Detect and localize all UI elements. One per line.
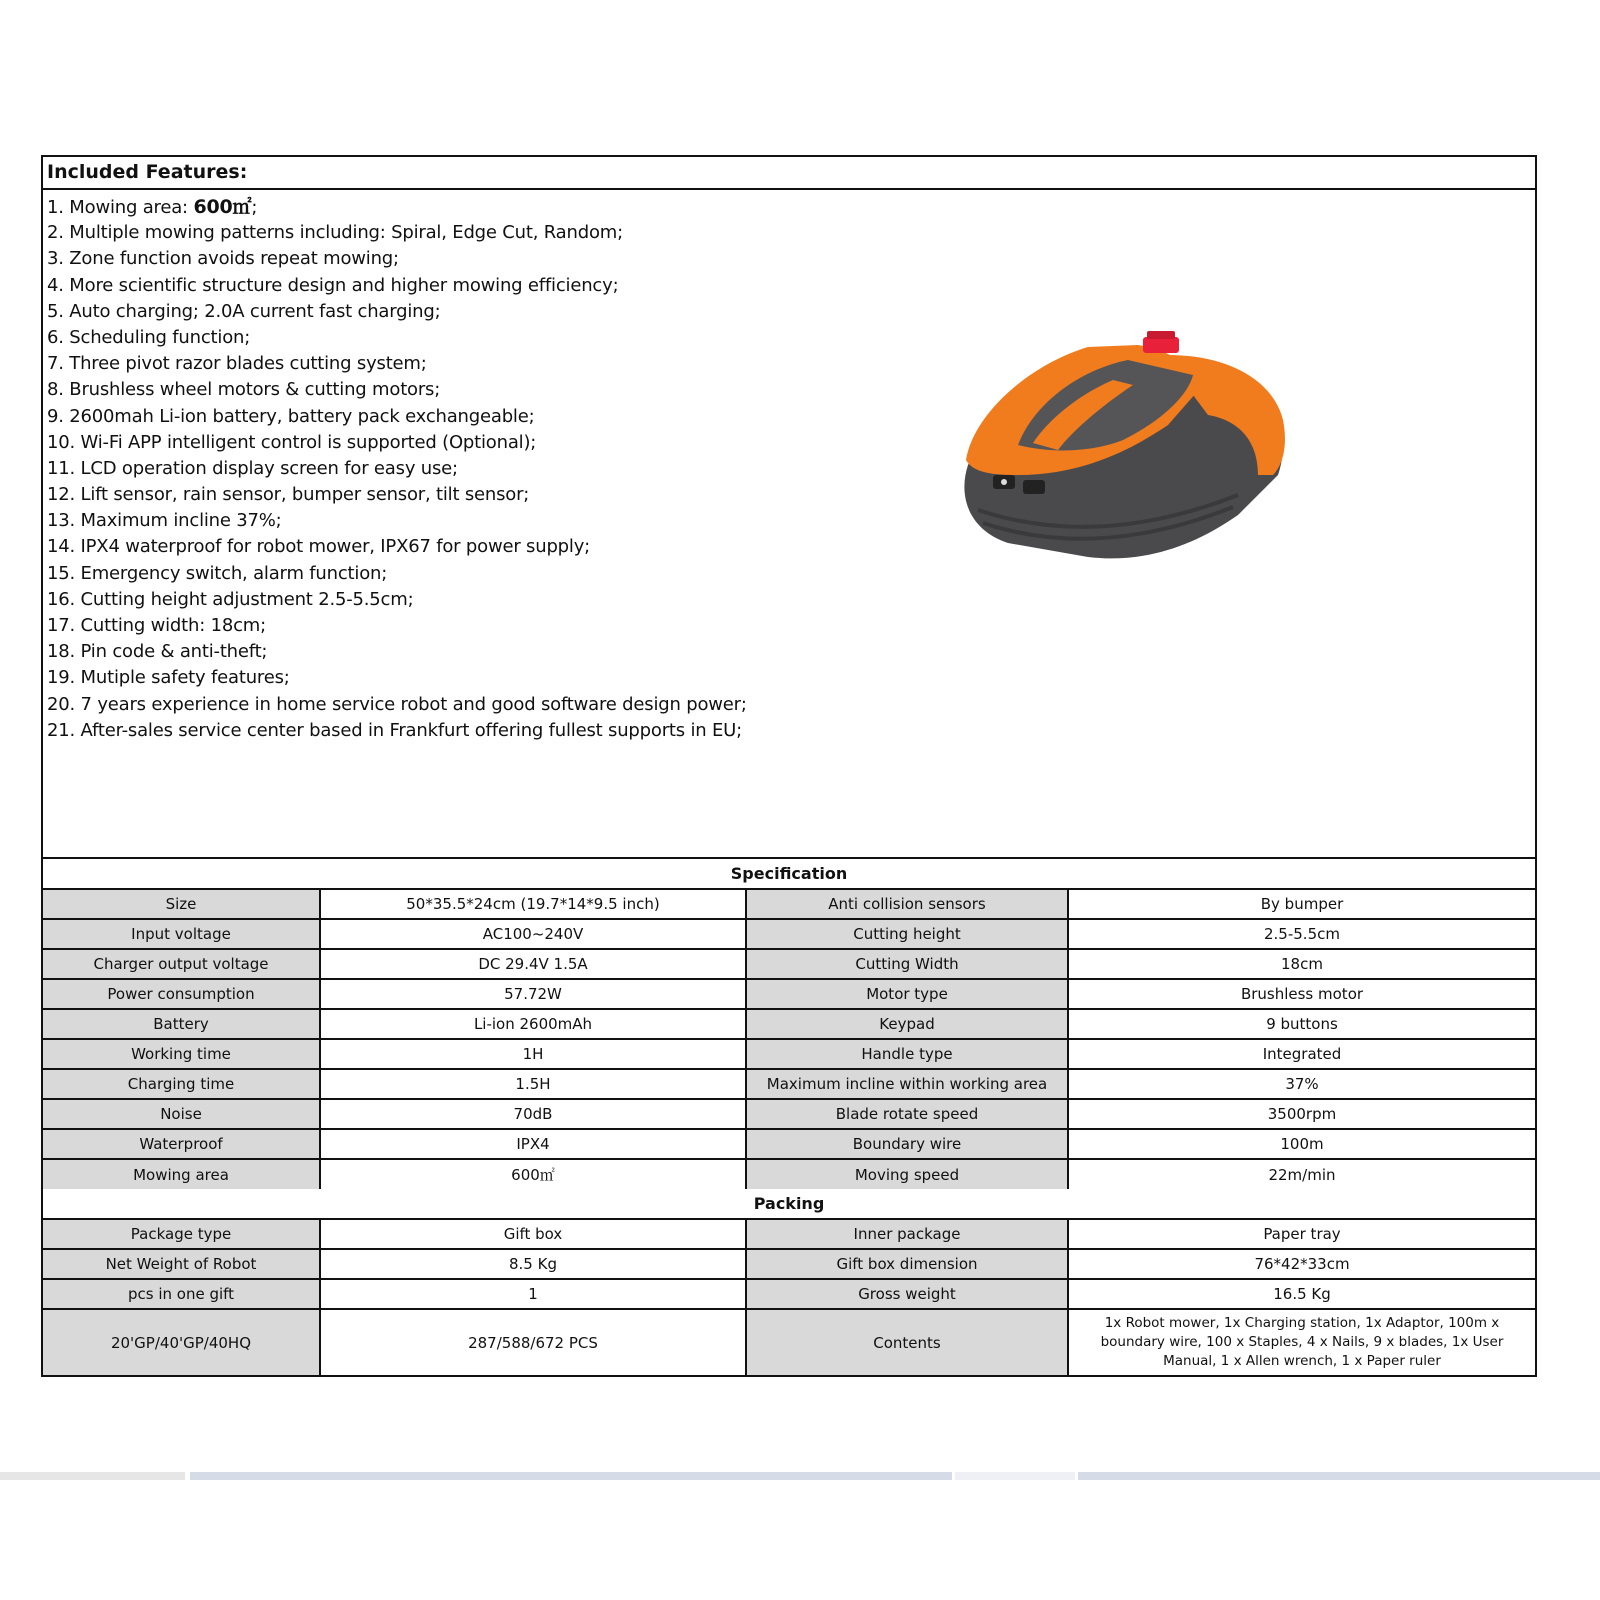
feature-item <box>47 299 1535 325</box>
feature-text: 6. Scheduling function; <box>47 326 251 348</box>
spec-sheet <box>41 155 1537 1377</box>
packing-value-cell: Paper tray <box>1068 1219 1535 1249</box>
specification-row <box>43 1009 1535 1039</box>
feature-item <box>47 692 1535 718</box>
packing-label-cell: Net Weight of Robot <box>43 1249 320 1279</box>
specification-row <box>43 1069 1535 1099</box>
packing-row <box>43 1219 1535 1249</box>
specification-label-cell: Mowing area <box>43 1159 320 1189</box>
specification-value-cell: 100m <box>1068 1129 1535 1159</box>
specification-value-cell: DC 29.4V 1.5A <box>320 949 746 979</box>
features-title: Included Features: <box>43 157 1535 190</box>
specification-label-cell: Waterproof <box>43 1129 320 1159</box>
specification-row <box>43 949 1535 979</box>
robot-mower-image <box>938 325 1298 565</box>
specification-row <box>43 1039 1535 1069</box>
specification-value-cell: 2.5-5.5cm <box>1068 919 1535 949</box>
specification-value-cell: 3500rpm <box>1068 1099 1535 1129</box>
feature-item <box>47 351 1535 377</box>
feature-text: 10. Wi-Fi APP intelligent control is supported (Optional); <box>47 431 537 453</box>
feature-text: 16. Cutting height adjustment 2.5-5.5cm; <box>47 588 414 610</box>
specification-value-cell: 9 buttons <box>1068 1009 1535 1039</box>
specification-value-cell: 57.72W <box>320 979 746 1009</box>
specification-label-cell: Moving speed <box>746 1159 1068 1189</box>
packing-row <box>43 1249 1535 1279</box>
features-section <box>43 190 1535 859</box>
specification-row <box>43 889 1535 919</box>
specification-row <box>43 919 1535 949</box>
packing-value-cell: Gift box <box>320 1219 746 1249</box>
feature-text: 14. IPX4 waterproof for robot mower, IPX67 for power supply; <box>47 536 591 558</box>
specification-value-cell: Brushless motor <box>1068 979 1535 1009</box>
specification-label-cell: Motor type <box>746 979 1068 1009</box>
specification-value-cell: 37% <box>1068 1069 1535 1099</box>
specification-label-cell: Maximum incline within working area <box>746 1069 1068 1099</box>
specification-label-cell: Battery <box>43 1009 320 1039</box>
bottom-strip <box>0 1472 1600 1480</box>
specification-label-cell: Anti collision sensors <box>746 889 1068 919</box>
packing-label-cell: Gift box dimension <box>746 1249 1068 1279</box>
specification-value-cell: 50*35.5*24cm (19.7*14*9.5 inch) <box>320 889 746 919</box>
specification-value-cell: AC100~240V <box>320 919 746 949</box>
packing-value-cell: 16.5 Kg <box>1068 1279 1535 1309</box>
mower-stop-button <box>1143 337 1179 353</box>
specification-value-cell: 70dB <box>320 1099 746 1129</box>
feature-item <box>47 718 1535 744</box>
specification-value-cell: Li-ion 2600mAh <box>320 1009 746 1039</box>
packing-value-cell: 287/588/672 PCS <box>320 1309 746 1375</box>
packing-value-cell: 1x Robot mower, 1x Charging station, 1x Adaptor, 100m x boundary wire, 100 x Staples, 4 x Nails, 9 x blades, 1x User Manual, 1 x Allen wrench, 1 x Paper ruler <box>1068 1309 1535 1375</box>
packing-label-cell: Gross weight <box>746 1279 1068 1309</box>
specification-value-cell: Integrated <box>1068 1039 1535 1069</box>
packing-value-cell: 8.5 Kg <box>320 1249 746 1279</box>
feature-item <box>47 430 1535 456</box>
feature-item <box>47 561 1535 587</box>
packing-title: Packing <box>43 1189 1535 1219</box>
packing-label-cell: Contents <box>746 1309 1068 1375</box>
specification-table <box>43 859 1535 1375</box>
packing-row <box>43 1279 1535 1309</box>
feature-text: 15. Emergency switch, alarm function; <box>47 562 388 584</box>
feature-item <box>47 194 1535 220</box>
feature-text: 17. Cutting width: 18cm; <box>47 615 266 636</box>
specification-row <box>43 979 1535 1009</box>
specification-label-cell: Blade rotate speed <box>746 1099 1068 1129</box>
specification-value-cell: 18cm <box>1068 949 1535 979</box>
specification-value-cell: 1.5H <box>320 1069 746 1099</box>
feature-text: 19. Mutiple safety features; <box>47 667 290 689</box>
specification-label-cell: Cutting Width <box>746 949 1068 979</box>
features-list <box>43 190 1535 744</box>
specification-value-cell: By bumper <box>1068 889 1535 919</box>
packing-label-cell: pcs in one gift <box>43 1279 320 1309</box>
feature-text: 11. LCD operation display screen for easy use; <box>47 457 458 479</box>
specification-label-cell: Cutting height <box>746 919 1068 949</box>
specification-label-cell: Input voltage <box>43 919 320 949</box>
specification-value-cell: 600㎡ <box>320 1159 746 1189</box>
feature-item <box>47 639 1535 665</box>
feature-item <box>47 220 1535 246</box>
feature-text: 2. Multiple mowing patterns including: Spiral, Edge Cut, Random; <box>47 222 623 244</box>
feature-text: 12. Lift sensor, rain sensor, bumper sensor, tilt sensor; <box>47 484 530 506</box>
feature-text: 20. 7 years experience in home service robot and good software design power; <box>47 693 747 715</box>
feature-item <box>47 456 1535 482</box>
feature-item <box>47 404 1535 430</box>
feature-text: 9. 2600mah Li-ion battery, battery pack exchangeable; <box>47 405 535 427</box>
specification-title: Specification <box>43 859 1535 889</box>
packing-label-cell: 20'GP/40'GP/40HQ <box>43 1309 320 1375</box>
specification-row <box>43 1159 1535 1189</box>
specification-label-cell: Charger output voltage <box>43 949 320 979</box>
feature-text: 1. Mowing area: <box>47 197 194 218</box>
specification-label-cell: Working time <box>43 1039 320 1069</box>
packing-value-cell: 1 <box>320 1279 746 1309</box>
packing-row <box>43 1309 1535 1375</box>
feature-item <box>47 377 1535 403</box>
feature-text: 21. After-sales service center based in Frankfurt offering fullest supports in EU; <box>47 719 742 741</box>
feature-item <box>47 534 1535 560</box>
specification-label-cell: Boundary wire <box>746 1129 1068 1159</box>
packing-label-cell: Inner package <box>746 1219 1068 1249</box>
specification-value-cell: 1H <box>320 1039 746 1069</box>
packing-label-cell: Package type <box>43 1219 320 1249</box>
feature-item <box>47 587 1535 613</box>
packing-value-cell: 76*42*33cm <box>1068 1249 1535 1279</box>
feature-item <box>47 665 1535 691</box>
specification-value-cell: 22m/min <box>1068 1159 1535 1189</box>
feature-item <box>47 246 1535 272</box>
feature-text: 8. Brushless wheel motors & cutting motors; <box>47 379 441 401</box>
feature-item <box>47 325 1535 351</box>
specification-row <box>43 1099 1535 1129</box>
feature-item <box>47 613 1535 639</box>
feature-item <box>47 508 1535 534</box>
specification-label-cell: Keypad <box>746 1009 1068 1039</box>
feature-text: 5. Auto charging; 2.0A current fast charging; <box>47 300 441 322</box>
feature-text: 3. Zone function avoids repeat mowing; <box>47 248 399 270</box>
specification-label-cell: Noise <box>43 1099 320 1129</box>
feature-mowing-area-value: 600㎡ <box>193 196 252 218</box>
feature-item <box>47 273 1535 299</box>
specification-label-cell: Charging time <box>43 1069 320 1099</box>
specification-label-cell: Handle type <box>746 1039 1068 1069</box>
feature-text: 18. Pin code & anti-theft; <box>47 641 268 663</box>
specification-value-cell: IPX4 <box>320 1129 746 1159</box>
specification-label-cell: Size <box>43 889 320 919</box>
feature-text: 7. Three pivot razor blades cutting system; <box>47 353 427 375</box>
feature-suffix: ; <box>251 197 258 218</box>
specification-label-cell: Power consumption <box>43 979 320 1009</box>
feature-text: 4. More scientific structure design and higher mowing efficiency; <box>47 274 619 296</box>
specification-row <box>43 1129 1535 1159</box>
feature-text: 13. Maximum incline 37%; <box>47 510 282 532</box>
feature-item <box>47 482 1535 508</box>
